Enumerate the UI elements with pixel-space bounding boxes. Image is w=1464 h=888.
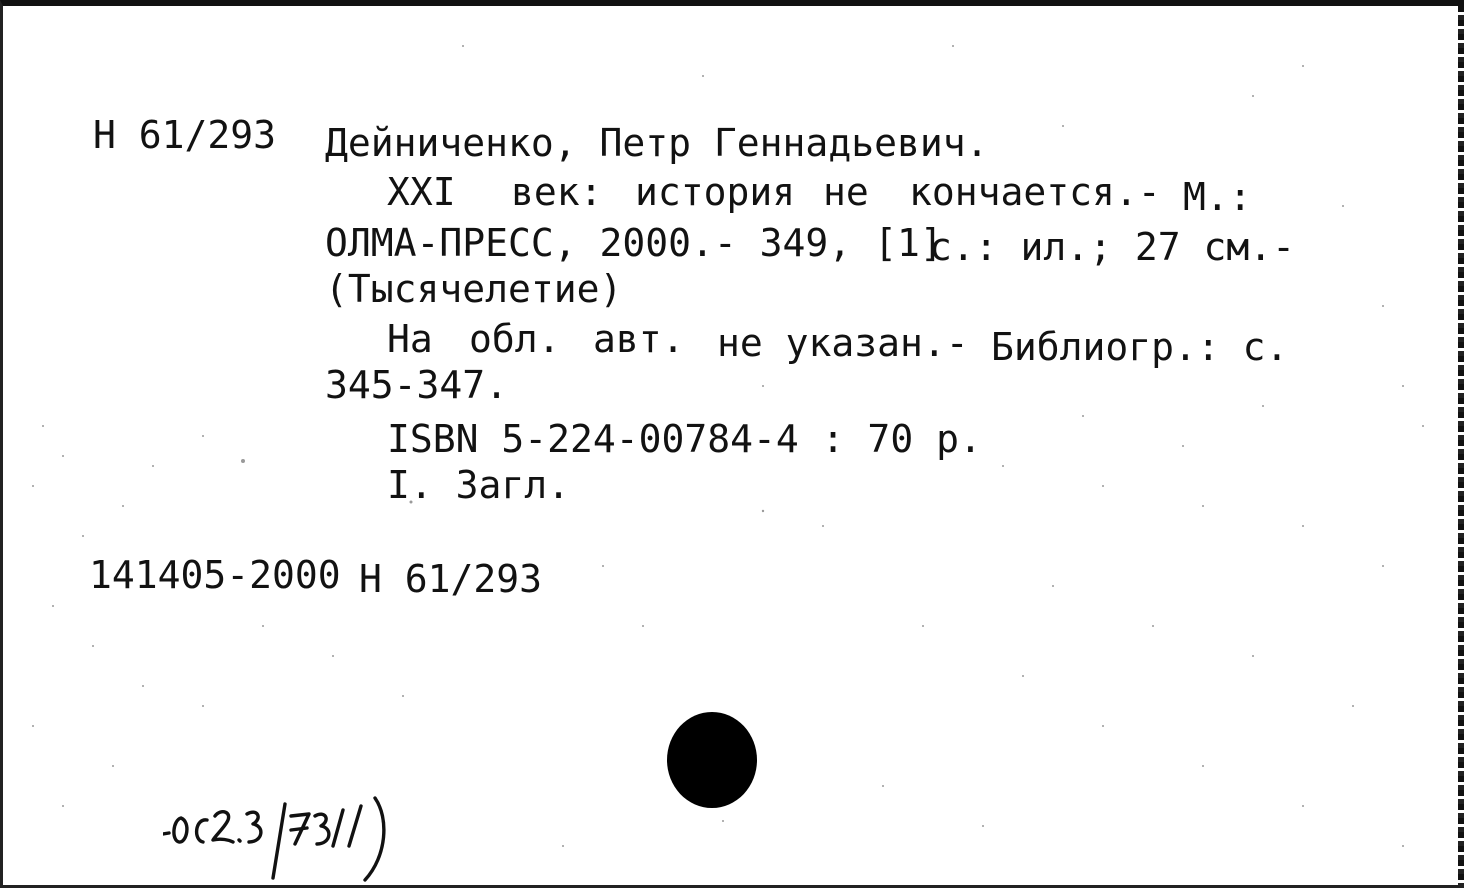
- card-edge-scan-artifact: [1458, 6, 1464, 888]
- note-word: авт.: [593, 317, 685, 361]
- series-statement: (Тысячелетие): [325, 267, 623, 311]
- imprint-publisher: ОЛМА-ПРЕСС, 2000.- 349, [1]: [325, 221, 943, 265]
- bibliography-pages: 345-347.: [325, 363, 509, 407]
- title-word: не: [823, 170, 869, 214]
- note-word: обл.: [469, 317, 561, 361]
- accession-number: 141405-2000: [89, 553, 341, 597]
- title-word: век:: [511, 170, 603, 214]
- title-word: история: [635, 170, 796, 214]
- note-word: не указан.-: [717, 321, 969, 365]
- title-word: XXI: [387, 170, 456, 214]
- call-number: Н 61/293: [93, 113, 277, 157]
- punch-hole: [667, 712, 757, 808]
- bibliography-note: Библиогр.: с.: [991, 325, 1289, 369]
- tracing: I. Загл.: [387, 463, 571, 507]
- note-word: На: [387, 317, 433, 361]
- call-number-bottom: Н 61/293: [359, 557, 543, 601]
- title-word: кончается.-: [909, 170, 1161, 214]
- handwritten-shelf-mark: [163, 796, 433, 886]
- imprint-place: М.:: [1183, 175, 1252, 219]
- isbn-price: ISBN 5-224-00784-4 : 70 р.: [387, 417, 982, 461]
- physical-description: с.: ил.; 27 см.-: [929, 225, 1296, 269]
- author-heading: Дейниченко, Петр Геннадьевич.: [325, 121, 989, 165]
